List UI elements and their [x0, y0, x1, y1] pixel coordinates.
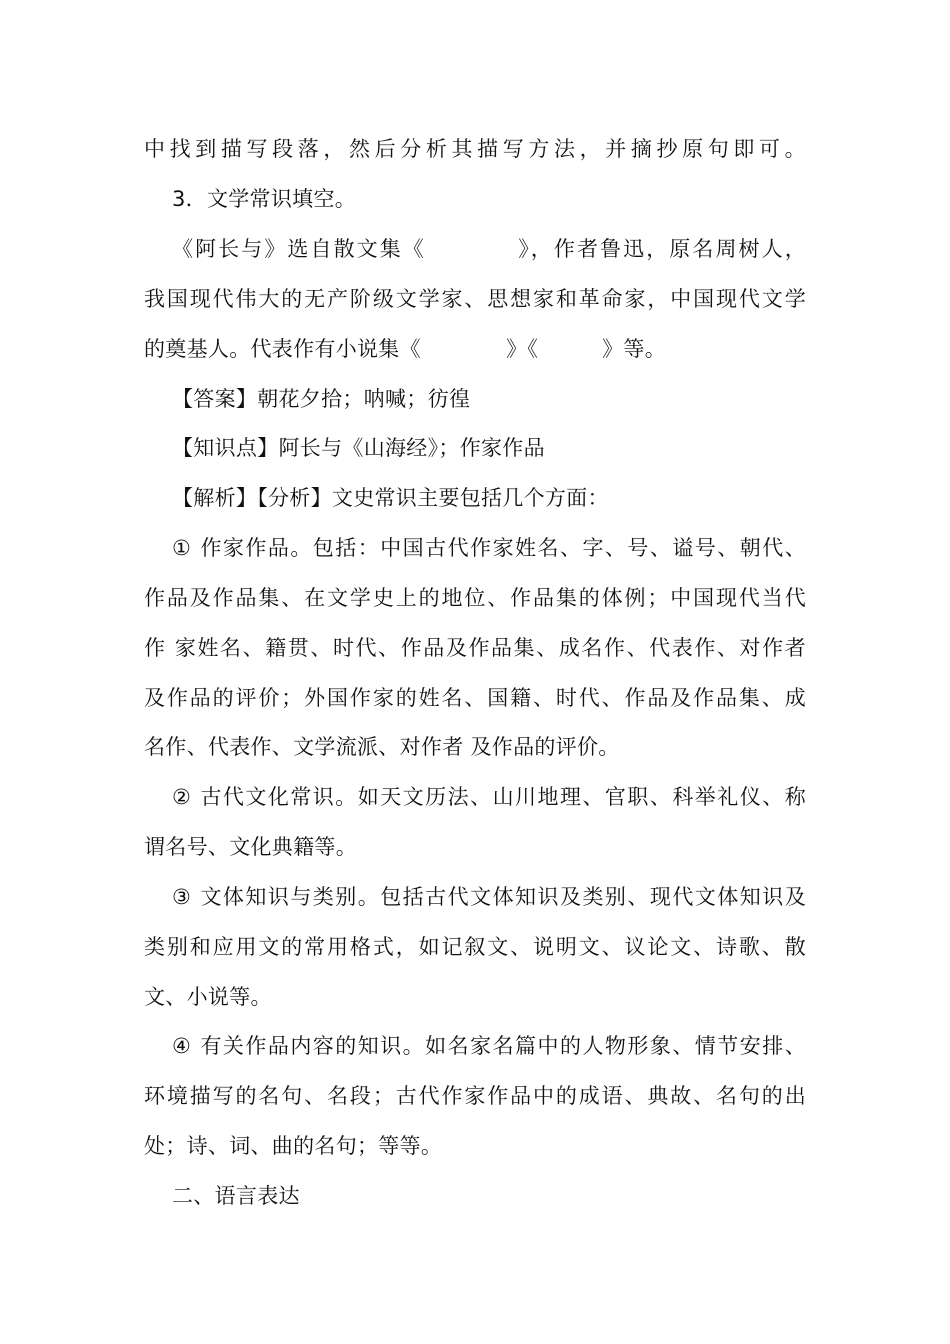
- paragraph-line: 的奠基人。代表作有小说集《 》《 》等。: [144, 337, 666, 361]
- paragraph-line: 处；诗、词、曲的名句；等等。: [144, 1134, 443, 1158]
- question-heading: 3．文学常识填空。: [172, 187, 357, 211]
- paragraph-line: 作 家姓名、籍贯、时代、作品及作品集、成名作、代表作、对作者: [144, 636, 806, 660]
- paragraph-line: 名作、代表作、文学流派、对作者 及作品的评价。: [144, 735, 620, 759]
- section-heading: 二、语言表达: [172, 1184, 300, 1208]
- list-item: ③ 文体知识与类别。包括古代文体知识及类别、现代文体知识及: [172, 885, 806, 909]
- paragraph-line: 环境描写的名句、名段；古代作家作品中的成语、典故、名句的出: [144, 1084, 806, 1108]
- list-item: ① 作家作品。包括：中国古代作家姓名、字、号、谥号、朝代、: [172, 536, 806, 560]
- analysis-heading: 【解析】【分析】文史常识主要包括几个方面：: [172, 486, 609, 510]
- paragraph-line: 谓名号、文化典籍等。: [144, 835, 357, 859]
- paragraph-line: 《阿长与》选自散文集《 》，作者鲁迅，原名周树人，: [172, 237, 806, 261]
- paragraph-line: 作品及作品集、在文学史上的地位、作品集的体例；中国现代当代: [144, 586, 806, 610]
- paragraph-line: 类别和应用文的常用格式，如记叙文、说明文、议论文、诗歌、散: [144, 935, 806, 959]
- paragraph-line: 我国现代伟大的无产阶级文学家、思想家和革命家，中国现代文学: [144, 287, 806, 311]
- list-item: ④ 有关作品内容的知识。如名家名篇中的人物形象、情节安排、: [172, 1034, 806, 1058]
- knowledge-point-line: 【知识点】阿长与《山海经》；作家作品: [172, 436, 545, 460]
- answer-line: 【答案】朝花夕拾；呐喊；彷徨: [172, 387, 471, 411]
- paragraph-line: 及作品的评价；外国作家的姓名、国籍、时代、作品及作品集、成: [144, 686, 806, 710]
- paragraph-line: 中找到描写段落，然后分析其描写方法，并摘抄原句即可。: [144, 137, 806, 161]
- list-item: ② 古代文化常识。如天文历法、山川地理、官职、科举礼仪、称: [172, 785, 806, 809]
- paragraph-line: 文、小说等。: [144, 985, 272, 1009]
